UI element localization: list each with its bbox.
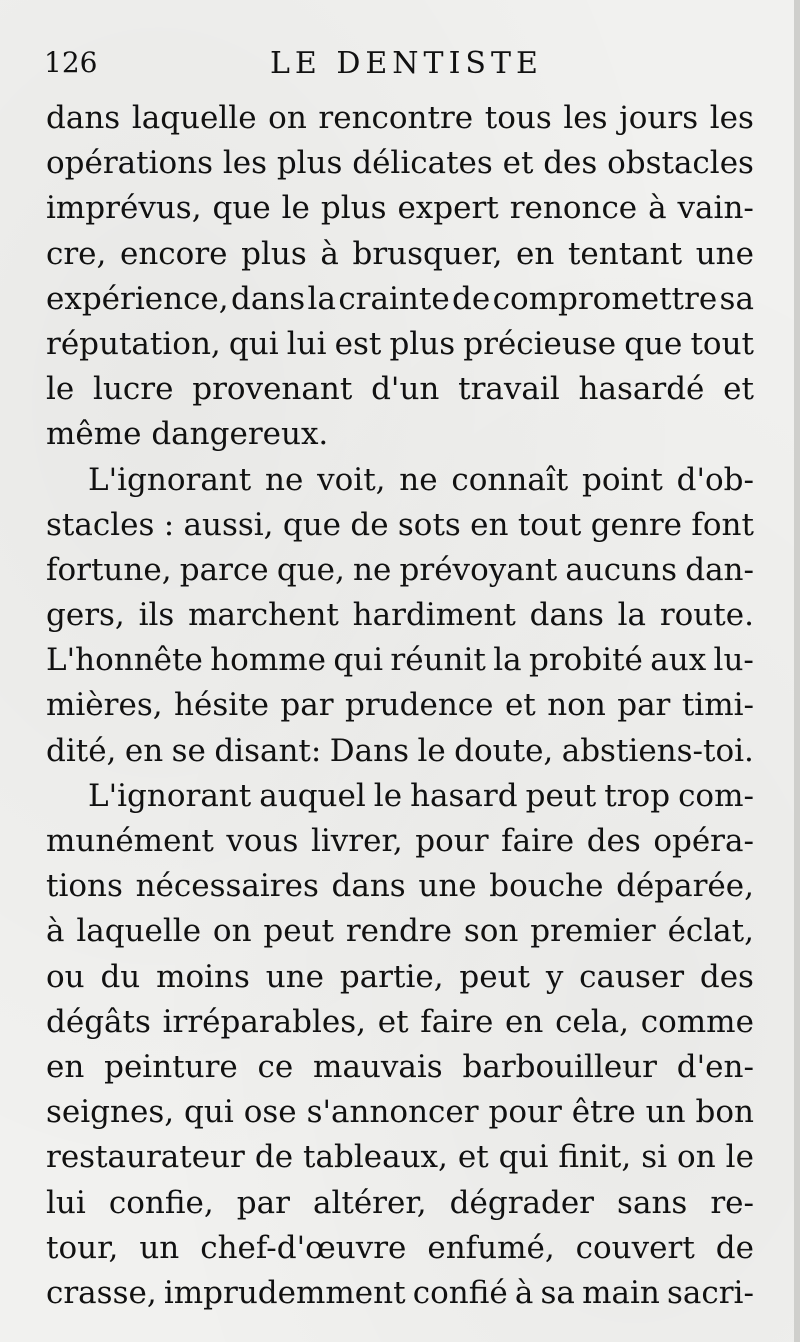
text-line: opérations les plus délicates et des obstacles bbox=[46, 145, 754, 182]
text-line: cre, encore plus à brusquer, en tentant une bbox=[46, 235, 754, 272]
text-line: dégâts irréparables, et faire en cela, comme bbox=[46, 1003, 754, 1040]
text-line: lui confie, par altérer, dégrader sans re- bbox=[46, 1184, 754, 1221]
text-line: mières, hésite par prudence et non par timi- bbox=[46, 687, 754, 724]
running-title: LE DENTISTE bbox=[270, 46, 543, 81]
text-line: réputation, qui lui est plus précieuse que tout bbox=[46, 325, 754, 362]
text-line: fortune, parce que, ne prévoyant aucuns dan- bbox=[46, 551, 754, 588]
text-line: ou du moins une partie, peut y causer des bbox=[46, 958, 754, 995]
text-line: le lucre provenant d'un travail hasardé et bbox=[46, 371, 754, 408]
text-line: dans laquelle on rencontre tous les jours les bbox=[46, 100, 754, 136]
text-line: tions nécessaires dans une bouche déparée, bbox=[46, 868, 754, 905]
text-line: L'ignorant ne voit, ne connaît point d'ob- bbox=[88, 461, 754, 498]
text-line: à laquelle on peut rendre son premier éclat, bbox=[46, 913, 754, 950]
text-line: expérience, dans la crainte de compromettre sa bbox=[46, 280, 754, 317]
text-line: en peinture ce mauvais barbouilleur d'en- bbox=[46, 1048, 754, 1085]
text-line: stacles : aussi, que de sots en tout genre font bbox=[46, 506, 754, 543]
text-line: même dangereux. bbox=[46, 416, 329, 453]
page-header bbox=[44, 44, 754, 84]
text-line: L'ignorant auquel le hasard peut trop com- bbox=[88, 777, 754, 814]
text-line: restaurateur de tableaux, et qui finit, si on le bbox=[46, 1139, 754, 1176]
text-line: munément vous livrer, pour faire des opéra- bbox=[46, 823, 754, 859]
body-text bbox=[46, 96, 754, 1316]
text-line: imprévus, que le plus expert renonce à vain- bbox=[46, 190, 754, 227]
text-line: crasse, imprudemment confié à sa main sacri- bbox=[46, 1274, 754, 1311]
text-line: gers, ils marchent hardiment dans la route. bbox=[46, 597, 754, 634]
page-number: 126 bbox=[44, 46, 98, 79]
text-line: L'honnête homme qui réunit la probité aux lu- bbox=[46, 642, 754, 679]
text-line: seignes, qui ose s'annoncer pour être un bon bbox=[46, 1094, 754, 1131]
text-line: tour, un chef-d'œuvre enfumé, couvert de bbox=[46, 1229, 754, 1266]
text-line: dité, en se disant: Dans le doute, abstiens-toi. bbox=[46, 732, 754, 769]
